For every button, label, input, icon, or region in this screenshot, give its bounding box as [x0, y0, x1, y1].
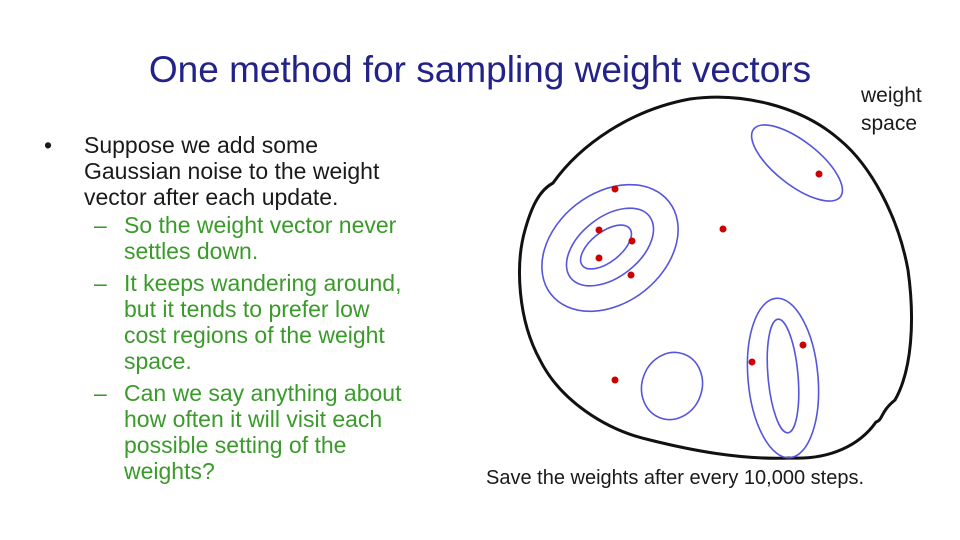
sub-bullet-line: cost regions of the weight — [124, 322, 385, 348]
contour-inner — [573, 217, 639, 278]
sub-bullet-line: Can we say anything about — [124, 380, 402, 406]
weight-space-boundary — [520, 97, 912, 458]
weight-space-label-line-1: weight — [861, 84, 922, 107]
main-bullet-line-3: vector after each update. — [84, 184, 339, 210]
weight-space-label — [861, 82, 922, 138]
main-bullet-line-2: Gaussian noise to the weight — [84, 158, 380, 184]
contour-lower-middle — [632, 344, 712, 428]
sub-bullet-line: how often it will visit each — [124, 406, 383, 432]
sample-dot — [628, 272, 635, 279]
sample-dot — [629, 238, 636, 245]
bullet-marker: • — [44, 132, 53, 158]
contour-outer — [517, 158, 703, 337]
sub-bullet-line: settles down. — [124, 238, 259, 264]
sub-bullet-marker: – — [94, 380, 107, 406]
sample-dot — [800, 342, 807, 349]
sub-bullet-marker: – — [94, 270, 107, 296]
sub-bullet-line: but it tends to prefer low — [124, 296, 370, 322]
contour-tall-outer — [741, 295, 825, 460]
sample-dot — [596, 227, 603, 234]
sample-dot — [596, 255, 603, 262]
sub-bullet-marker: – — [94, 212, 107, 238]
sub-bullet-line: It keeps wandering around, — [124, 270, 402, 296]
contour-tall-inner — [763, 318, 803, 434]
sub-bullet-line: weights? — [124, 458, 215, 484]
sub-bullet-line: space. — [124, 348, 192, 374]
main-bullet-line-1: Suppose we add some — [84, 132, 318, 158]
sample-dot — [612, 186, 619, 193]
sample-dot — [612, 377, 619, 384]
sample-dot — [749, 359, 756, 366]
sample-dot — [720, 226, 727, 233]
slide-title: One method for sampling weight vectors — [148, 49, 812, 90]
sub-bullet-line: possible setting of the — [124, 432, 347, 458]
contour-upper-right — [740, 112, 854, 214]
sample-dot — [816, 171, 823, 178]
weight-space-label-line-2: space — [861, 112, 918, 135]
diagram-caption: Save the weights after every 10,000 steps. — [486, 467, 864, 489]
sub-bullet-line: So the weight vector never — [124, 212, 397, 238]
